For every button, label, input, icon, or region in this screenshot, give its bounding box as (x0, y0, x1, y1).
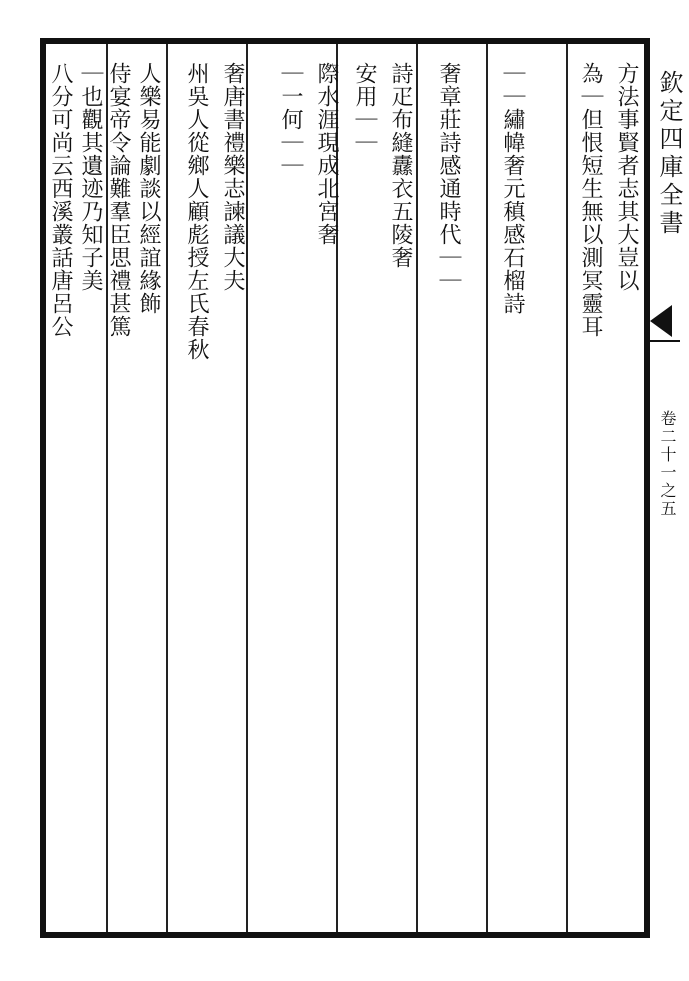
text-column: ｜一何｜｜ (278, 62, 303, 177)
text-column: ｜也觀其遺迹乃知子美 (78, 62, 103, 292)
text-column: 州吳人從鄉人顧彪授左氏春秋 (184, 62, 209, 361)
page-frame (40, 38, 650, 938)
text-column: 奢唐書禮樂志諫議大夫 (220, 62, 245, 292)
text-column: 奢章莊詩感通時代｜｜ (436, 62, 461, 292)
column-rule (486, 44, 488, 932)
book-title: 欽定四庫全書 (655, 70, 683, 238)
fish-tail-bar (650, 340, 680, 342)
column-rule (166, 44, 168, 932)
fish-tail-mark (650, 305, 672, 337)
column-rule (566, 44, 568, 932)
text-column: 詩疋布縫纛衣五陵奢 (388, 62, 413, 269)
text-column: 安用｜｜ (352, 62, 377, 154)
juan-number: 卷二十一之五 (658, 410, 677, 518)
text-column: ｜｜繡幃奢元稹感石榴詩 (500, 62, 525, 315)
text-column: 方法事賢者志其大豈以 (614, 62, 639, 292)
text-column: 八分可尚云西溪叢話唐呂公 (48, 62, 73, 338)
text-column: 為｜但恨短生無以測冥靈耳 (578, 62, 603, 338)
text-column: 際水涯現成北宮奢 (314, 62, 339, 246)
text-column: 人樂易能劇談以經誼緣飾 (136, 62, 161, 315)
text-column: 侍宴帝令論難羣臣思禮甚篤 (106, 62, 131, 338)
